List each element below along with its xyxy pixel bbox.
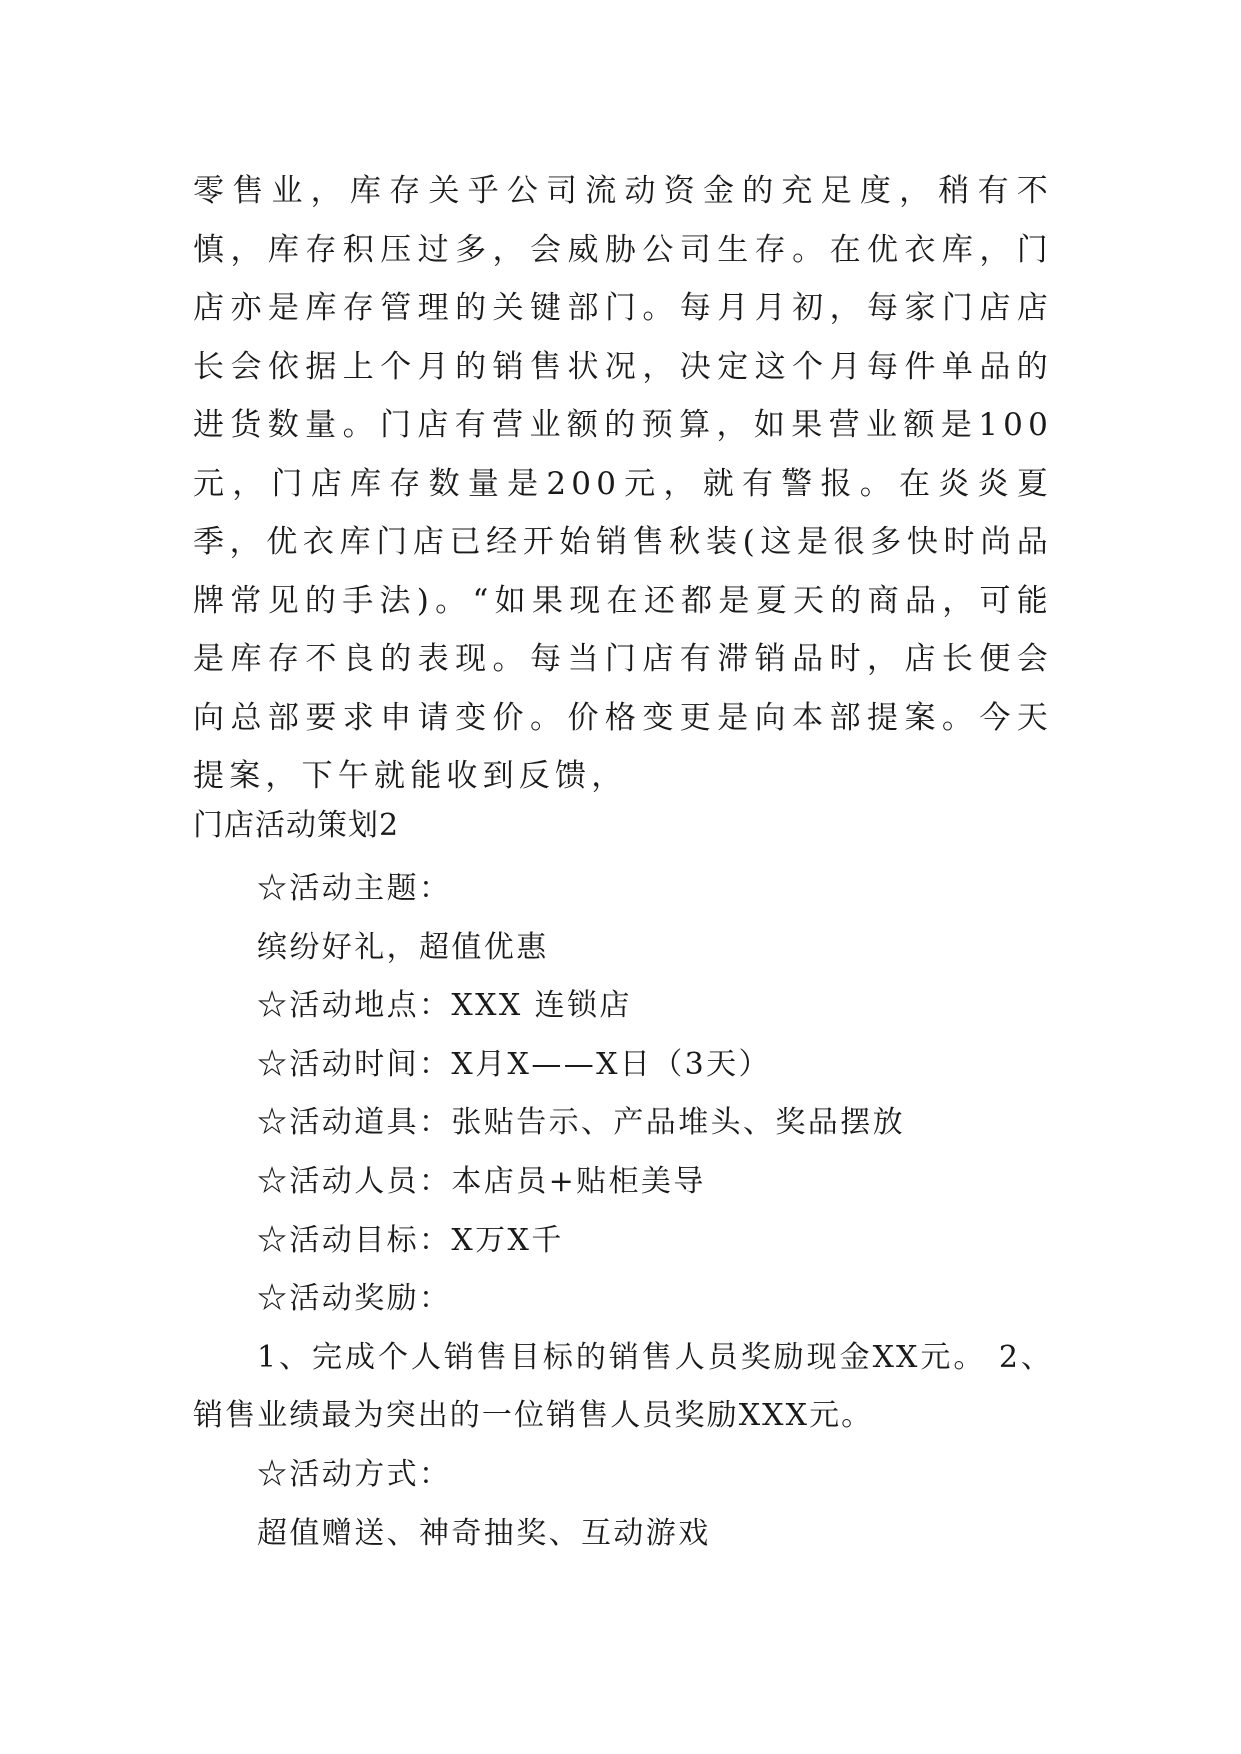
method-value: 超值赠送、神奇抽奖、互动游戏 [257, 1515, 711, 1551]
time-line: ☆活动时间：X月X——X日（3天） [257, 1046, 771, 1082]
reward-paragraph: 1、完成个人销售目标的销售人员奖励现金XX元。 2、销售业绩最为突出的一位销售人员奖励XXX元。 [193, 1339, 1053, 1434]
section-title: 门店活动策划2 [193, 808, 400, 843]
props-line: ☆活动道具：张贴告示、产品堆头、奖品摆放 [257, 1105, 905, 1141]
intro-paragraph: 零售业，库存关乎公司流动资金的充足度，稍有不慎，库存积压过多，会威胁公司生存。在优衣库，门店亦是库存管理的关键部门。每月月初，每家门店店长会依据上个月的销售状况，决定这个月每件单品的进货数量。门店有营业额的预算，如果营业额是100元，门店库存数量是200元，就有警报。在炎炎夏季，优衣库门店已经开始销售秋装(这是很多快时尚品牌常见的手法)。“如果现在还都是夏天的商品，可能是库存不良的表现。每当门店有滞销品时，店长便会向总部要求申请变价。价格变更是向本部提案。今天提案，下午就能收到反馈， [193, 173, 1053, 794]
activity-plan [193, 860, 1053, 1563]
theme-label: ☆活动主题： [257, 871, 452, 906]
location-line: ☆活动地点：XXX 连锁店 [257, 988, 632, 1024]
theme-value: 缤纷好礼，超值优惠 [257, 929, 549, 965]
method-label: ☆活动方式： [257, 1456, 452, 1492]
reward-label: ☆活动奖励： [257, 1281, 452, 1317]
target-line: ☆活动目标：X万X千 [257, 1222, 564, 1258]
staff-line: ☆活动人员：本店员+贴柜美导 [257, 1163, 706, 1199]
